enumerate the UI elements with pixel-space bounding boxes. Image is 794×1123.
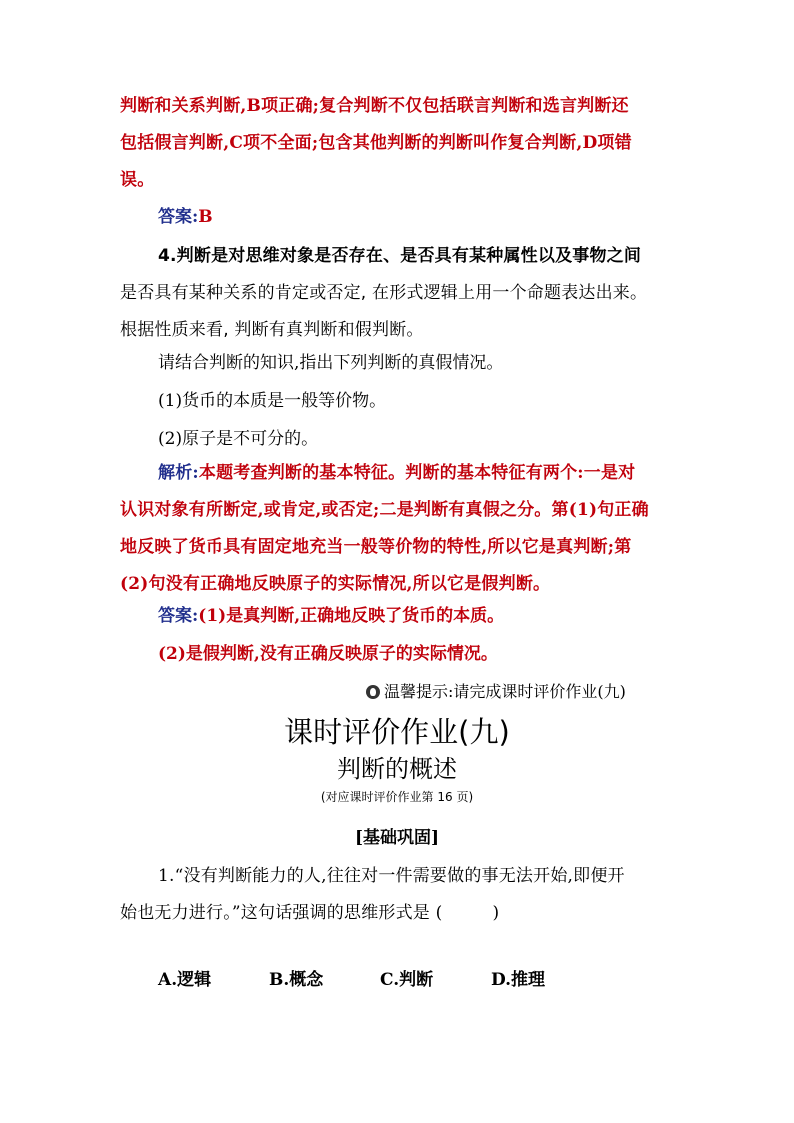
analysis-line: 判断和关系判断,B项正确;复合判断不仅包括联言判断和选言判断还: [120, 96, 629, 116]
answer-value: B: [198, 207, 213, 227]
question-4-stem: [120, 238, 680, 349]
homework-subtitle: 判断的概述: [337, 755, 457, 783]
analysis-line: (2)句没有正确地反映原子的实际情况,所以它是假判断。: [120, 574, 551, 594]
stem-line: 4.判断是对思维对象是否存在、是否具有某种属性以及事物之间: [158, 246, 642, 266]
analysis-line: 包括假言判断,C项不全面;包含其他判断的判断叫作复合判断,D项错: [120, 133, 632, 153]
homework-question-1: [120, 858, 680, 932]
previous-analysis: [120, 88, 680, 199]
homework-title: 课时评价作业(九): [284, 715, 510, 749]
option-d[interactable]: D.推理: [491, 970, 546, 990]
option-b[interactable]: B.概念: [269, 970, 324, 990]
stem-line: 根据性质来看, 判断有真判断和假判断。: [120, 320, 424, 340]
question-line: 1.“没有判断能力的人,往往对一件需要做的事无法开始,即便开: [158, 866, 625, 886]
analysis-line: 本题考查判断的基本特征。判断的基本特征有两个:一是对: [198, 463, 636, 483]
option-c[interactable]: C.判断: [380, 970, 434, 990]
question-4-analysis: [120, 455, 680, 603]
analysis-line: 误。: [120, 170, 155, 190]
question-line: 始也无力进行。”这句话强调的思维形式是 (: [120, 903, 443, 923]
option-a[interactable]: A.逻辑: [158, 970, 212, 990]
analysis-line: 地反映了货币具有固定地充当一般等价物的特性,所以它是真判断;第: [120, 537, 632, 557]
question-4-item-2: (2)原子是不可分的。: [158, 429, 319, 449]
homework-note: (对应课时评价作业第 16 页): [320, 790, 474, 804]
question-4-answer-2: (2)是假判断,没有正确反映原子的实际情况。: [158, 644, 498, 664]
answer-line: (1)是真判断,正确地反映了货币的本质。: [198, 606, 505, 626]
answer-3: [158, 202, 213, 232]
question-paren-close: ): [492, 903, 500, 923]
analysis-line: 认识对象有所断定,或肯定,或否定;二是判断有真假之分。第(1)句正确: [120, 500, 649, 520]
answer-label: 答案:: [158, 207, 199, 227]
tip-text: 温馨提示:请完成课时评价作业(九): [384, 682, 626, 701]
question-4-prompt: 请结合判断的知识,指出下列判断的真假情况。: [158, 353, 504, 373]
answer-label: 答案:: [158, 606, 199, 626]
question-4-item-1: (1)货币的本质是一般等价物。: [158, 391, 387, 411]
tip-line: [366, 680, 626, 704]
lightbulb-icon: [366, 685, 380, 699]
analysis-label: 解析:: [158, 463, 199, 483]
question-4-answer: [158, 601, 504, 631]
stem-line: 是否具有某种关系的肯定或否定, 在形式逻辑上用一个命题表达出来。: [120, 283, 648, 303]
section-heading: [基础巩固]: [354, 828, 440, 848]
